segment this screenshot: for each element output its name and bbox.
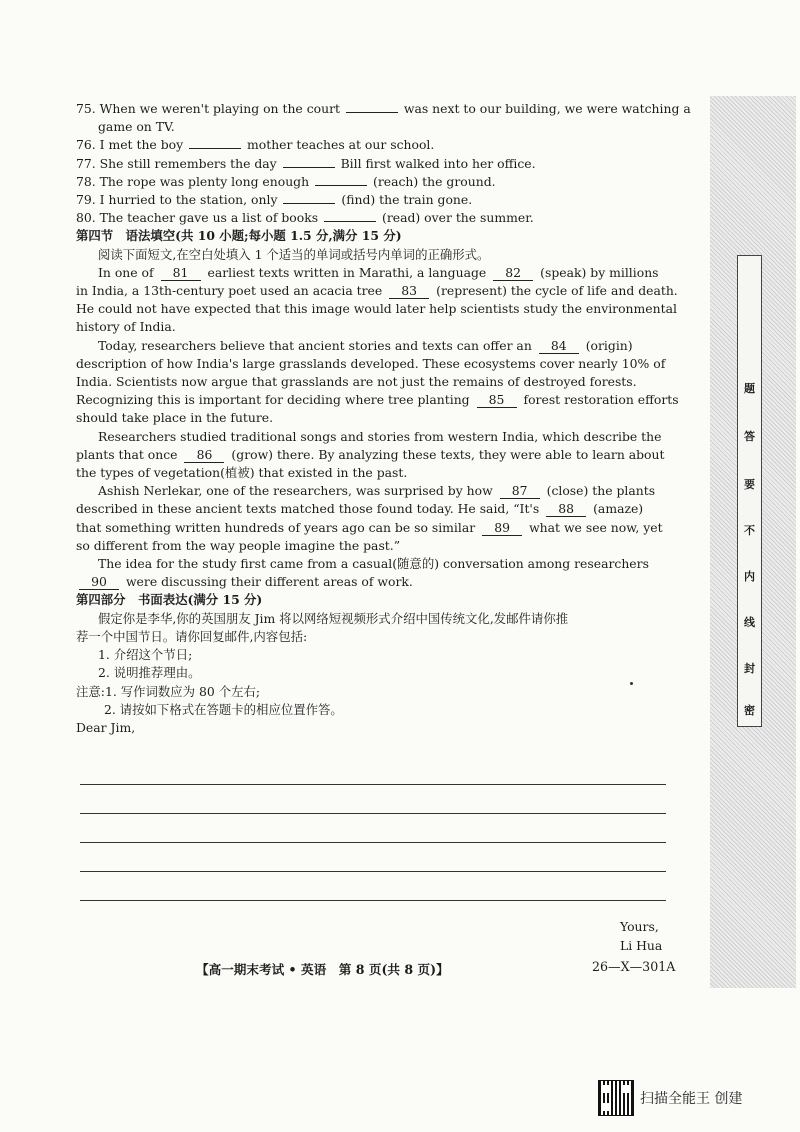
writing-lines (80, 784, 666, 929)
passage-line: so different from the way people imagine the past.” (76, 537, 401, 553)
answer-blank (346, 100, 398, 113)
answer-blank (324, 209, 376, 222)
exam-content (76, 100, 691, 737)
question-78: 78. The rope was plenty long enough (reach) the ground. (76, 173, 496, 189)
margin-char: 内 (744, 570, 755, 583)
part-heading: 第四部分 书面表达(满分 15 分) (76, 592, 263, 608)
passage-line: in India, a 13th-century poet used an acacia tree 83 (represent) the cycle of life and death. (76, 283, 678, 299)
blank-number: 84 (539, 339, 579, 354)
question-75: 75. When we weren't playing on the court was next to our building, we were watching a (76, 101, 691, 116)
note: 注意:1. 写作词数应为 80 个左右; (76, 683, 261, 699)
passage-line: plants that once 86 (grow) there. By analyzing these texts, they were able to learn about (76, 446, 665, 462)
qr-code-icon (598, 1080, 634, 1116)
question-76: 76. I met the boy mother teaches at our school. (76, 137, 435, 153)
blank-number: 89 (482, 521, 522, 536)
answer-blank (315, 173, 367, 186)
letter-closing (620, 917, 662, 955)
answer-blank (283, 155, 335, 168)
blank-number: 85 (477, 393, 517, 408)
writing-line (80, 900, 666, 901)
sealing-line-box (737, 255, 762, 727)
passage-line: description of how India's large grasslands developed. These ecosystems cover nearly 10% of (76, 355, 666, 371)
writing-line (80, 842, 666, 843)
margin-char: 答 (744, 430, 755, 443)
margin-char: 密 (744, 704, 755, 717)
question-75-cont: game on TV. (98, 119, 175, 135)
writing-line (80, 871, 666, 872)
margin-char: 不 (744, 524, 755, 537)
section-heading: 第四节 语法填空(共 10 小题;每小题 1.5 分,满分 15 分) (76, 228, 402, 244)
passage-line: should take place in the future. (76, 410, 274, 426)
blank-number: 86 (184, 448, 224, 463)
stray-mark (630, 682, 633, 685)
passage-line: The idea for the study first came from a casual(随意的) conversation among researchers (98, 556, 649, 572)
question-80: 80. The teacher gave us a list of books (read) over the summer. (76, 210, 534, 226)
passage-line: Ashish Nerlekar, one of the researchers, was surprised by how 87 (close) the plants (98, 483, 656, 499)
answer-blank (283, 191, 335, 204)
passage-line: In one of 81 earliest texts written in Marathi, a language 82 (speak) by millions (98, 264, 659, 280)
question-77: 77. She still remembers the day Bill first walked into her office. (76, 155, 536, 171)
question-79: 79. I hurried to the station, only (find) the train gone. (76, 192, 473, 208)
passage-line: 90 were discussing their different areas of work. (76, 573, 662, 591)
blank-number: 81 (161, 266, 201, 281)
margin-char: 题 (744, 382, 755, 395)
passage-line: Researchers studied traditional songs and stories from western India, which describe the (98, 428, 662, 444)
blank-number: 83 (389, 284, 429, 299)
blank-number: 82 (493, 266, 533, 281)
passage-line: history of India. (76, 319, 176, 335)
closing-word: Yours, (620, 919, 659, 934)
note: 2. 请按如下格式在答题卡的相应位置作答。 (104, 701, 343, 717)
writing-line (80, 813, 666, 814)
prompt-item: 2. 说明推荐理由。 (98, 665, 201, 681)
margin-char: 要 (744, 478, 755, 491)
letter-greeting: Dear Jim, (76, 719, 136, 735)
passage-line: Recognizing this is important for deciding where tree planting 85 forest restoration efforts (76, 392, 679, 408)
passage-line: He could not have expected that this image would later help scientists study the environmental (76, 301, 677, 317)
section-instruction: 阅读下面短文,在空白处填入 1 个适当的单词或括号内单词的正确形式。 (98, 246, 490, 262)
margin-char: 封 (744, 662, 755, 675)
answer-blank (189, 136, 241, 149)
passage-line: described in these ancient texts matched those found today. He said, “It's 88 (amaze) (76, 501, 644, 517)
passage-line: India. Scientists now argue that grasslands are not just the remains of destroyed forests. (76, 374, 637, 390)
signature: Li Hua (620, 938, 663, 953)
blank-number: 90 (79, 575, 119, 590)
passage-line: Today, researchers believe that ancient stories and texts can offer an 84 (origin) (98, 337, 633, 353)
writing-prompt: 荐一个中国节日。请你回复邮件,内容包括: (76, 628, 308, 644)
blank-number: 88 (546, 502, 586, 517)
watermark-text: 扫描全能王 创建 (640, 1091, 743, 1107)
margin-char: 线 (744, 616, 755, 629)
passage-line: the types of vegetation(植被) that existed in the past. (76, 465, 408, 481)
writing-prompt: 假定你是李华,你的英国朋友 Jim 将以网络短视频形式介绍中国传统文化,发邮件请你推 (98, 610, 569, 626)
prompt-item: 1. 介绍这个节日; (98, 647, 193, 663)
page-footer: 【高一期末考试 • 英语 第 8 页(共 8 页)】 (196, 962, 449, 977)
blank-number: 87 (500, 484, 540, 499)
passage-line: that something written hundreds of years ago can be so similar 89 what we see now, yet (76, 519, 663, 535)
exam-code: 26—X—301A (592, 959, 676, 974)
writing-line (80, 784, 666, 785)
